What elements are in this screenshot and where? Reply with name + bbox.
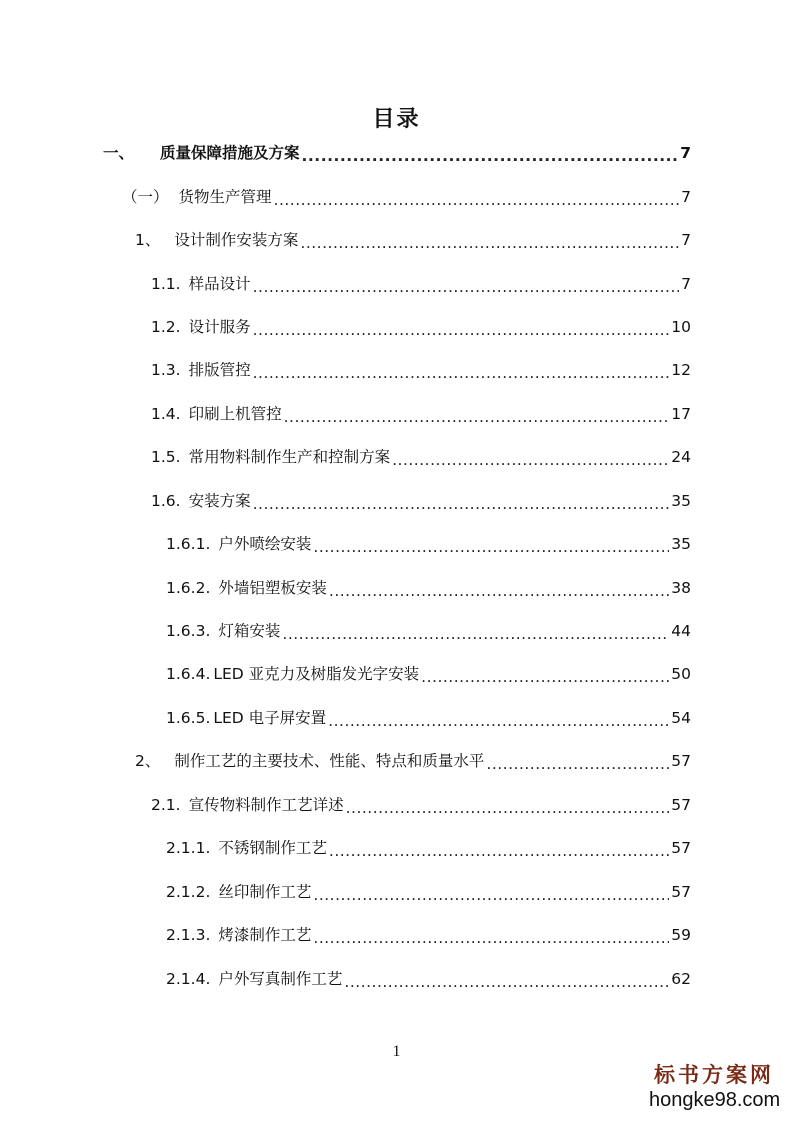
- toc-entry[interactable]: [151, 357, 691, 383]
- toc-entry-title: 印刷上机管控: [188, 405, 282, 423]
- toc-entry-page: 7: [681, 275, 691, 293]
- toc-entry-page: 7: [680, 144, 691, 162]
- toc-entry-number: 1.6.5.: [166, 709, 211, 727]
- toc-dot-leader: [392, 450, 669, 470]
- toc-dot-leader: [328, 711, 669, 731]
- toc-entry-page: 54: [671, 709, 691, 727]
- toc-entry-number: 2、: [135, 752, 161, 770]
- toc-entry-page: 57: [671, 883, 691, 901]
- toc-entry-page: 57: [671, 839, 691, 857]
- toc-entry[interactable]: [122, 184, 691, 210]
- toc-entry-number: 1.6.1.: [166, 535, 211, 553]
- toc-dot-leader: [282, 624, 669, 644]
- toc-entry-page: 59: [671, 926, 691, 944]
- toc-entry-title: 灯箱安装: [218, 622, 281, 640]
- toc-entry-number: 1.1.: [151, 275, 181, 293]
- toc-entry-title: 丝印制作工艺: [218, 883, 312, 901]
- toc-entry-title: 设计制作安装方案: [174, 231, 299, 249]
- toc-entry-page: 7: [681, 231, 691, 249]
- toc-dot-leader: [421, 667, 669, 687]
- toc-entry[interactable]: [151, 444, 691, 470]
- site-watermark: [649, 1062, 779, 1112]
- toc-entry-title: 样品设计: [188, 275, 251, 293]
- toc-entry-number: 1.6.4.: [166, 665, 211, 683]
- toc-entry-page: 44: [671, 622, 691, 640]
- toc-entry-title: 常用物料制作生产和控制方案: [188, 448, 391, 466]
- toc-entry[interactable]: [166, 879, 691, 905]
- toc-dot-leader: [346, 798, 670, 818]
- toc-dot-leader: [313, 537, 669, 557]
- toc-entry-title: 户外写真制作工艺: [218, 970, 343, 988]
- toc-dot-leader: [284, 407, 670, 427]
- toc-entry-page: 12: [671, 361, 691, 379]
- toc-dot-leader: [329, 581, 669, 601]
- toc-dot-leader: [300, 233, 679, 253]
- toc-entry-number: （一）: [122, 188, 169, 206]
- toc-entry[interactable]: [166, 661, 691, 687]
- toc-entry-title: 外墙铝塑板安装: [218, 579, 327, 597]
- toc-entry-page: 17: [671, 405, 691, 423]
- toc-entry-number: 2.1.2.: [166, 883, 211, 901]
- toc-dot-leader: [313, 928, 669, 948]
- toc-entry-page: 35: [671, 535, 691, 553]
- toc-dot-leader: [253, 320, 670, 340]
- toc-entry-title: 货物生产管理: [178, 188, 272, 206]
- toc-entry-title: 制作工艺的主要技术、性能、特点和质量水平: [174, 752, 485, 770]
- toc-entry-title: LED 电子屏安置: [213, 709, 327, 727]
- toc-entry-title: 宣传物料制作工艺详述: [188, 796, 344, 814]
- toc-dot-leader: [486, 754, 669, 774]
- toc-dot-leader: [274, 190, 679, 210]
- toc-entry[interactable]: [135, 748, 691, 774]
- toc-entry[interactable]: [135, 227, 691, 253]
- toc-entry[interactable]: [166, 618, 691, 644]
- toc-entry-title: 质量保障措施及方案: [160, 144, 300, 162]
- toc-entry-number: 1.3.: [151, 361, 181, 379]
- toc-entry-page: 38: [671, 579, 691, 597]
- watermark-logo-text: 标书方案网: [654, 1062, 774, 1087]
- toc-entry-number: 2.1.4.: [166, 970, 211, 988]
- toc-dot-leader: [253, 494, 670, 514]
- toc-entry[interactable]: [166, 705, 691, 731]
- toc-dot-leader: [253, 363, 670, 383]
- toc-entry-page: 7: [681, 188, 691, 206]
- toc-entry-page: 62: [671, 970, 691, 988]
- toc-entry-page: 50: [671, 665, 691, 683]
- toc-entry-number: 1、: [135, 231, 161, 249]
- toc-dot-leader: [253, 277, 679, 297]
- toc-entry-title: LED 亚克力及树脂发光字安装: [213, 665, 420, 683]
- toc-entry-title: 设计服务: [188, 318, 251, 336]
- toc-entry-number: 1.6.: [151, 492, 181, 510]
- toc-entry-number: 1.6.3.: [166, 622, 211, 640]
- toc-entry-page: 57: [671, 796, 691, 814]
- toc-dot-leader: [313, 885, 669, 905]
- toc-entry[interactable]: [103, 140, 691, 166]
- toc-entry-title: 安装方案: [188, 492, 251, 510]
- toc-entry-number: 1.2.: [151, 318, 181, 336]
- toc-entry-number: 1.4.: [151, 405, 181, 423]
- page-number: 1: [392, 1043, 401, 1060]
- toc-entry-title: 不锈钢制作工艺: [218, 839, 327, 857]
- watermark-url: hongke98.com: [649, 1089, 781, 1111]
- toc-entry-number: 一、: [103, 144, 135, 162]
- toc-entry-page: 24: [671, 448, 691, 466]
- toc-entry[interactable]: [166, 835, 691, 861]
- toc-entry-page: 10: [671, 318, 691, 336]
- page-title: 目录: [372, 107, 421, 132]
- toc-entry[interactable]: [151, 488, 691, 514]
- toc-entry-number: 1.5.: [151, 448, 181, 466]
- toc-entry[interactable]: [151, 271, 691, 297]
- toc-entry-number: 2.1.3.: [166, 926, 211, 944]
- toc-entry[interactable]: [151, 314, 691, 340]
- toc-entry-title: 排版管控: [188, 361, 251, 379]
- toc-entry-number: 2.1.: [151, 796, 181, 814]
- toc-entry-number: 1.6.2.: [166, 579, 211, 597]
- toc-entry-page: 35: [671, 492, 691, 510]
- toc-entry-number: 2.1.1.: [166, 839, 211, 857]
- toc-entry[interactable]: [166, 531, 691, 557]
- toc-entry-title: 户外喷绘安装: [218, 535, 312, 553]
- toc-entry-title: 烤漆制作工艺: [218, 926, 312, 944]
- toc-entry[interactable]: [166, 966, 691, 992]
- toc-dot-leader: [344, 972, 669, 992]
- toc-entry-page: 57: [671, 752, 691, 770]
- toc-entry[interactable]: [166, 575, 691, 601]
- toc-dot-leader: [302, 146, 679, 166]
- toc-entry[interactable]: [151, 792, 691, 818]
- toc-entry[interactable]: [166, 922, 691, 948]
- toc-dot-leader: [329, 841, 669, 861]
- toc-entry[interactable]: [151, 401, 691, 427]
